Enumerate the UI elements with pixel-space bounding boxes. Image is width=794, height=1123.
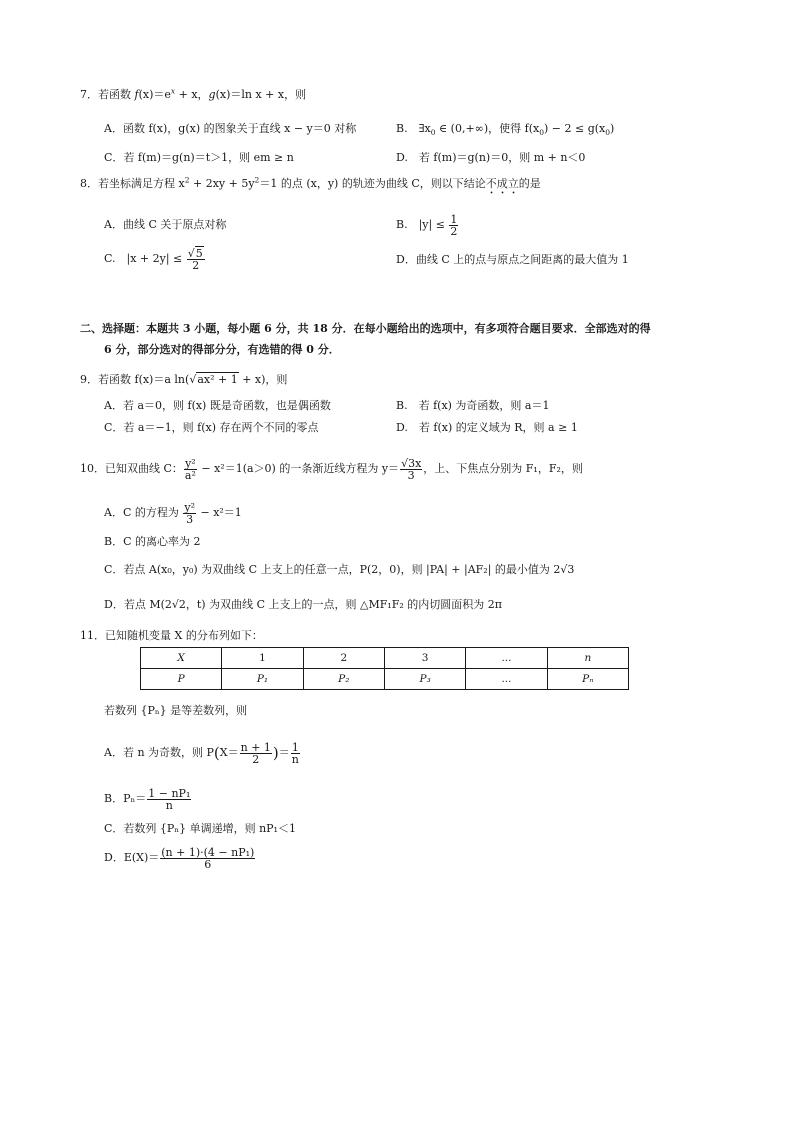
table-cell: ... xyxy=(466,648,547,669)
q8-option-c: C. |x + 2y| ≤ $\frac{√5}{2}$ xyxy=(104,246,203,272)
q10-option-d: D．若点 M(2√2，t) 为双曲线 C 上支上的一点，则 △MF₁F₂ 的内切圆面积为 2π xyxy=(104,598,503,611)
fraction: $\frac{\text{y²}}{3}$ xyxy=(184,500,195,526)
fraction: $\frac{1}{2}$ xyxy=(450,212,458,238)
q9-option-a: A．若 a＝0，则 f(x) 既是奇函数，也是偶函数 xyxy=(104,399,331,412)
table-cell: 3 xyxy=(384,648,465,669)
table-row xyxy=(141,648,629,669)
q8-stem: 8．若坐标满足方程 $x^2 + 2xy + 5y^2=1$ 的点 (x，y) 的轨迹为曲线 C，则以下结论不成立的是 xyxy=(80,175,541,190)
q7-option-c: C．若 f(m)＝g(n)＝t＞1，则 em ≥ n xyxy=(104,151,294,164)
fraction: $\frac{√3x}{3}$ xyxy=(401,456,422,482)
fraction: $\frac{1}{n}$ xyxy=(291,740,299,766)
table-cell: P xyxy=(141,669,222,690)
table-cell: ... xyxy=(466,669,547,690)
section-header-line1: 二、选择题：本题共 3 小题，每小题 6 分，共 18 分．在每小题给出的选项中，有多项符合题目要求．全部选对的得 xyxy=(80,322,651,335)
q9-option-c: C．若 a＝−1，则 f(x) 存在两个不同的零点 xyxy=(104,421,319,434)
q7-option-b: B. $\exists x_0$ ∈ (0,+∞)，使得 $f(x_0) - 2 \le g(x_0)$ xyxy=(396,122,615,138)
section-header-line2: 6 分，部分选对的得部分分，有选错的得 0 分． xyxy=(104,343,340,356)
q8-option-a: A．曲线 C 关于原点对称 xyxy=(104,218,227,231)
table-cell: P₃ xyxy=(384,669,465,690)
q10-stem: 10．已知双曲线 C： $\frac{\text{y²}}{\text{a²}}$ − x²＝1(a＞0) 的一条渐近线方程为 y＝ $\frac{√3x}{3}$ ，上、下焦点分别为 F₁，F₂，则 xyxy=(80,456,583,482)
fraction: $\frac{√5}{2}$ xyxy=(187,246,203,272)
q10-option-a: A．C 的方程为 $\frac{\text{y²}}{3}$ − x²＝1 xyxy=(104,500,242,526)
q9-option-b: B. 若 f(x) 为奇函数，则 a＝1 xyxy=(396,399,550,412)
q8-option-d: D．曲线 C 上的点与原点之间距离的最大值为 1 xyxy=(396,253,629,266)
q9-stem: 9．若函数 f(x)＝a ln(√ax² + 1 + x)，则 xyxy=(80,373,288,386)
fraction: $\frac{\text{y²}}{\text{a²}}$ xyxy=(184,456,196,482)
table-cell: Pₙ xyxy=(547,669,628,690)
table-cell: P₂ xyxy=(303,669,384,690)
table-cell: P₁ xyxy=(222,669,303,690)
q11-option-b: B．Pₙ＝ $\frac{\text{1 − nP₁}}{n}$ xyxy=(104,786,191,812)
fraction: $\frac{n + 1}{2}$ xyxy=(240,740,271,766)
table-cell: X xyxy=(141,648,222,669)
table-cell: 2 xyxy=(303,648,384,669)
q11-option-a: A．若 n 为奇数，则 P(X＝ $\frac{n + 1}{2}$ )＝ $\frac{1}{n}$ xyxy=(104,740,299,766)
q10-option-b: B．C 的离心率为 2 xyxy=(104,535,201,548)
q11-option-d: D．E(X)＝ $\frac{\text{(n + 1)·(4 − nP₁)}}{6}$ xyxy=(104,845,255,871)
table-cell: n xyxy=(547,648,628,669)
q11-condition: 若数列 {Pₙ} 是等差数列，则 xyxy=(104,704,248,717)
distribution-table xyxy=(140,647,629,690)
fraction: $\frac{\text{(n + 1)·(4 − nP₁)}}{6}$ xyxy=(161,845,255,871)
q9-option-d: D. 若 f(x) 的定义域为 R，则 a ≥ 1 xyxy=(396,421,578,434)
q11-option-c: C．若数列 {Pₙ} 单调递增，则 nP₁＜1 xyxy=(104,822,296,835)
q11-stem: 11．已知随机变量 X 的分布列如下： xyxy=(80,629,263,642)
table-cell: 1 xyxy=(222,648,303,669)
q8-option-b: B. |y| ≤ $\frac{1}{2}$ xyxy=(396,212,458,238)
q7-stem: 7．若函数 $f(x)=e^x + x$，g(x)＝ln x + x，则 xyxy=(80,86,307,101)
table-row xyxy=(141,669,629,690)
q7-option-a: A．函数 f(x)，g(x) 的图象关于直线 x − y＝0 对称 xyxy=(104,122,357,135)
fraction: $\frac{\text{1 − nP₁}}{n}$ xyxy=(148,786,191,812)
q7-option-d: D. 若 f(m)＝g(n)＝0，则 m + n＜0 xyxy=(396,151,586,164)
q10-option-c: C．若点 A(x₀，y₀) 为双曲线 C 上支上的任意一点，P(2，0)，则 |PA| + |AF₂| 的最小值为 2√3 xyxy=(104,563,575,576)
